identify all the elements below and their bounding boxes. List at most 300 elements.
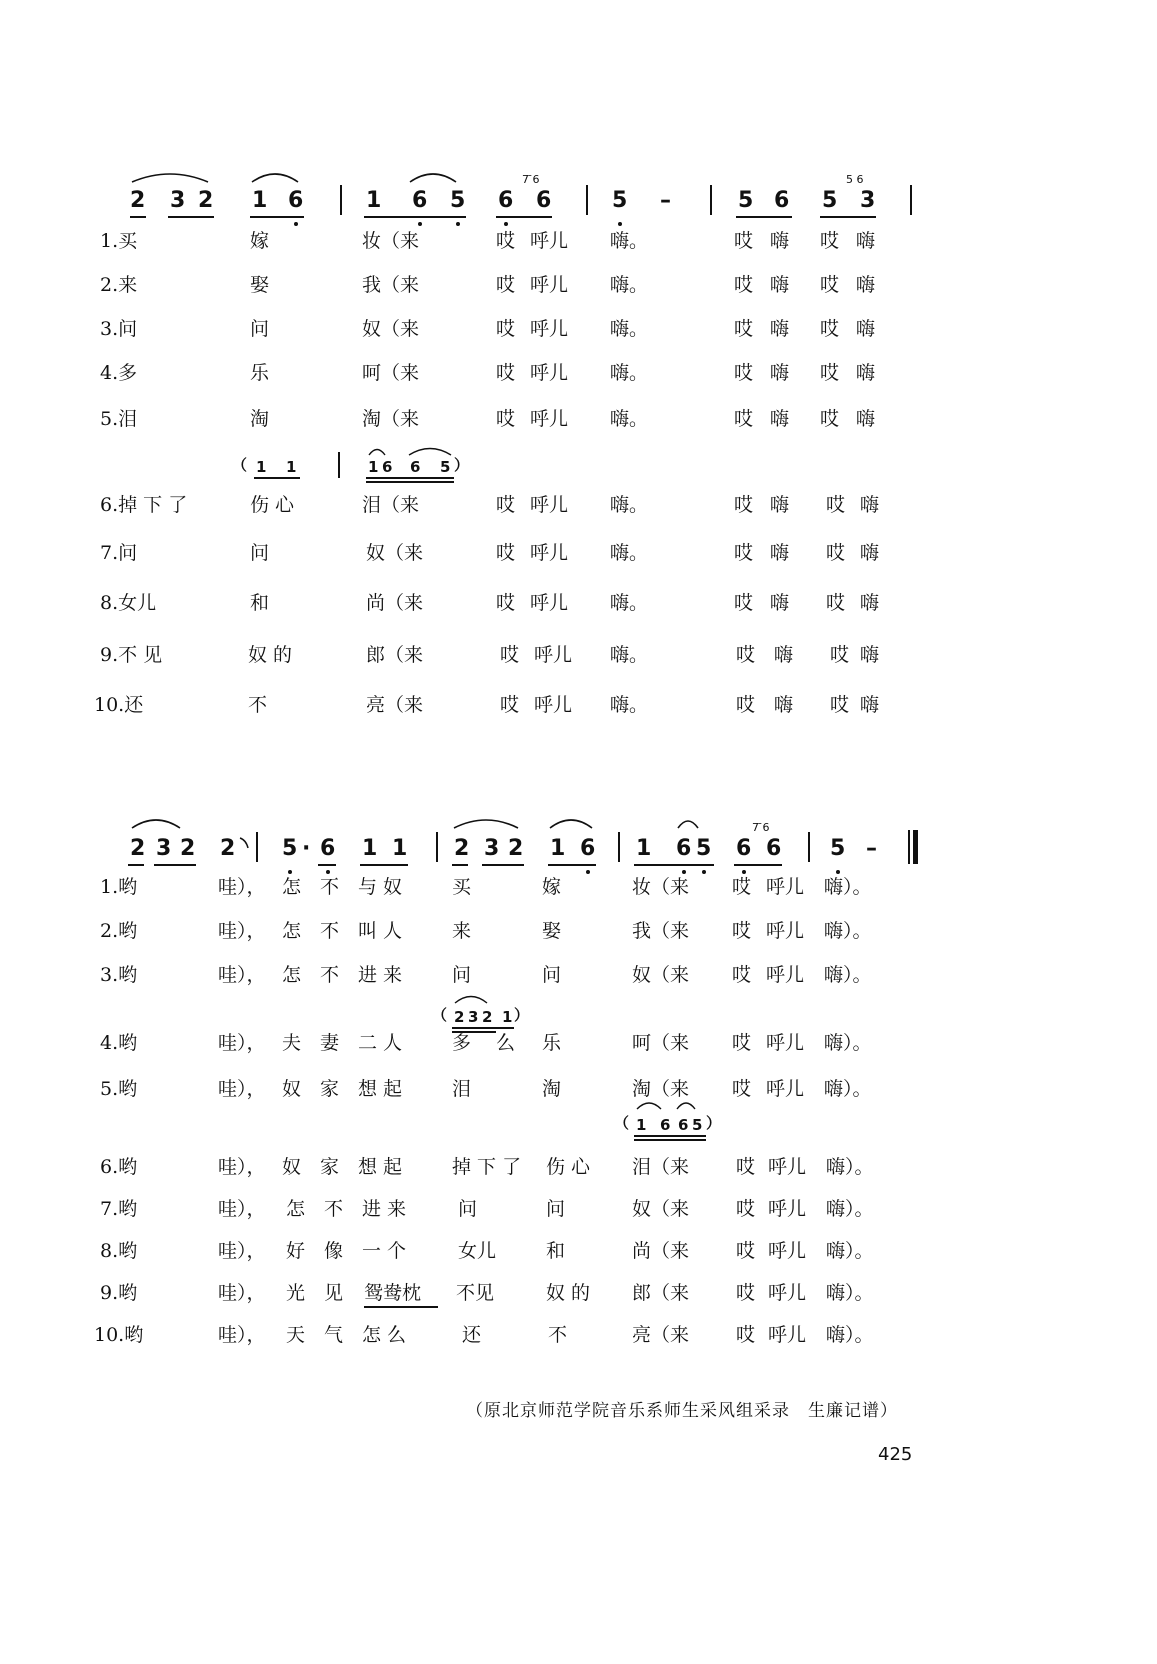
note: 6 — [382, 458, 393, 476]
note: 2 — [482, 1008, 493, 1026]
duration-underline — [634, 1139, 706, 1141]
barline — [436, 832, 438, 862]
lyric: 8.哟 — [100, 1240, 138, 1262]
lyric: 淘（来 — [632, 1078, 690, 1100]
low-octave-dot — [742, 870, 746, 874]
lyric: 嗨）。 — [826, 1198, 874, 1220]
lyric: 呼儿 — [766, 876, 805, 898]
lyric: 哇）， — [218, 1198, 266, 1220]
note: 5 — [822, 188, 838, 213]
lyric: 哎 — [736, 694, 756, 716]
lyric: 嗨 — [856, 362, 876, 384]
lyric: 泪（来 — [362, 494, 420, 516]
slur — [636, 1100, 662, 1110]
lyric: 哎 — [732, 1078, 752, 1100]
lyric: 哎 — [732, 1032, 752, 1054]
lyric: 呼儿 — [768, 1324, 807, 1346]
lyric: 嗨 — [860, 542, 880, 564]
barline — [710, 185, 712, 215]
lyric: 娶 — [250, 274, 270, 296]
low-octave-dot — [456, 222, 460, 226]
lyric: 问 — [452, 964, 472, 986]
duration-underline — [168, 216, 214, 218]
lyric: 哎 — [734, 592, 754, 614]
barline — [256, 832, 258, 862]
note: 6 — [660, 1116, 671, 1134]
lyric: 3.问 — [100, 318, 138, 340]
lyric: 哎 — [820, 230, 840, 252]
lyric: 呼儿 — [768, 1240, 807, 1262]
lyric: 呼儿 — [768, 1282, 807, 1304]
lyric: 泪（来 — [632, 1156, 690, 1178]
lyric: 不 — [320, 964, 340, 986]
lyric: 嗨 — [770, 494, 790, 516]
low-octave-dot — [418, 222, 422, 226]
lyric: 呼儿 — [534, 644, 573, 666]
lyric: 9.不 见 — [100, 644, 163, 666]
lyric: 呼儿 — [766, 920, 805, 942]
lyric: 哎 — [826, 592, 846, 614]
note: 1 — [256, 458, 267, 476]
duration-underline — [364, 216, 466, 218]
lyric: 妆（来 — [362, 230, 420, 252]
lyric: 呼儿 — [534, 694, 573, 716]
lyric: 嗨。 — [610, 318, 649, 340]
note: 3 — [468, 1008, 479, 1026]
lyric: 嗨）。 — [824, 1032, 872, 1054]
lyric: 呵（来 — [632, 1032, 690, 1054]
slur — [130, 170, 210, 184]
lyric: 哎 — [820, 362, 840, 384]
lyric: 不 — [548, 1324, 568, 1346]
note: 1 — [368, 458, 379, 476]
lyric: 哇）， — [218, 1240, 266, 1262]
lyric: 嗨）。 — [826, 1156, 874, 1178]
lyric: 嗨。 — [610, 274, 649, 296]
lyric: 淘（来 — [362, 408, 420, 430]
duration-underline — [154, 864, 196, 866]
note: 5 — [830, 836, 846, 861]
low-octave-dot — [618, 222, 622, 226]
lyric: 嗨 — [774, 644, 794, 666]
lyric: 问 — [542, 964, 562, 986]
note: 6 — [288, 188, 304, 213]
low-octave-dot — [682, 870, 686, 874]
lyric: 哎 — [734, 362, 754, 384]
lyric: 尚（来 — [366, 592, 424, 614]
low-octave-dot — [288, 870, 292, 874]
note: 2 — [508, 836, 524, 861]
lyric: 嗨）。 — [824, 1078, 872, 1100]
lyric: 哎 — [496, 362, 516, 384]
note: 2 — [220, 836, 236, 861]
note: 6 — [536, 188, 552, 213]
duration-underline — [734, 864, 782, 866]
lyric: 呼儿 — [530, 274, 569, 296]
lyric: 呼儿 — [766, 1032, 805, 1054]
lyric: 9.哟 — [100, 1282, 138, 1304]
low-octave-dot — [504, 222, 508, 226]
lyric: 亮（来 — [632, 1324, 690, 1346]
lyric: 嗨）。 — [824, 876, 872, 898]
slur — [408, 446, 452, 456]
dash: – — [866, 836, 877, 861]
note: 3 — [156, 836, 172, 861]
lyric: 哎 — [820, 274, 840, 296]
duration-underline — [360, 864, 408, 866]
note: 5 — [282, 836, 298, 861]
lyric: 奴（来 — [632, 964, 690, 986]
lyric: 哎 — [820, 408, 840, 430]
lyric: 嗨）。 — [826, 1282, 874, 1304]
note: 6 — [676, 836, 692, 861]
lyric: 嗨。 — [610, 230, 649, 252]
lyric: 怎 — [282, 876, 302, 898]
note: 1 — [502, 1008, 513, 1026]
page-number: 425 — [878, 1444, 913, 1465]
low-octave-dot — [836, 870, 840, 874]
lyric: 嗨 — [856, 318, 876, 340]
lyric: 妆（来 — [632, 876, 690, 898]
lyric: 进 来 — [362, 1198, 407, 1220]
note: 5 — [450, 188, 466, 213]
duration-underline — [634, 864, 714, 866]
slur — [454, 994, 488, 1004]
lyric: 郎（来 — [366, 644, 424, 666]
lyric: 哎 — [500, 644, 520, 666]
lyric: 奴 — [282, 1078, 302, 1100]
lyric: 5.泪 — [100, 408, 138, 430]
duration-underline — [318, 864, 336, 866]
lyric: 想 起 — [358, 1156, 403, 1178]
slur — [452, 816, 520, 830]
note: 5 — [692, 1116, 703, 1134]
lyric: 哎 — [496, 274, 516, 296]
lyric: 家 — [320, 1156, 340, 1178]
lyric: 和 — [546, 1240, 566, 1262]
lyric: 像 — [324, 1240, 344, 1262]
lyric: 不 — [320, 920, 340, 942]
note: 1 — [636, 1116, 647, 1134]
duration-underline — [736, 216, 792, 218]
lyric: 哎 — [830, 694, 850, 716]
lyric: 问 — [250, 318, 270, 340]
lyric: 嗨。 — [610, 408, 649, 430]
lyric: 么 — [496, 1032, 516, 1054]
lyric: 嗨）。 — [826, 1240, 874, 1262]
lyric: 哎 — [826, 542, 846, 564]
lyric: 奴 的 — [546, 1282, 591, 1304]
lyric: 哎 — [734, 494, 754, 516]
note: 6 — [412, 188, 428, 213]
paren: （ — [232, 456, 248, 474]
lyric: 郎（来 — [632, 1282, 690, 1304]
lyric: 呼儿 — [530, 408, 569, 430]
lyric: 哎 — [496, 230, 516, 252]
lyric: 10.哟 — [94, 1324, 144, 1346]
duration-underline — [128, 864, 144, 866]
low-octave-dot — [326, 870, 330, 874]
lyric: 2.来 — [100, 274, 138, 296]
lyric: 不 — [248, 694, 268, 716]
lyric: 伤 心 — [250, 494, 295, 516]
lyric: 呼儿 — [766, 964, 805, 986]
duration-underline — [548, 864, 596, 866]
lyric: 嗨 — [770, 318, 790, 340]
note: 1 — [550, 836, 566, 861]
lyric: 想 起 — [358, 1078, 403, 1100]
lyric: 怎 么 — [362, 1324, 407, 1346]
lyric: 进 来 — [358, 964, 403, 986]
lyric: 嗨 — [856, 274, 876, 296]
lyric: 哎 — [736, 644, 756, 666]
duration-underline — [496, 216, 552, 218]
lyric: 不 — [324, 1198, 344, 1220]
lyric: 哇）， — [218, 1282, 266, 1304]
note: 3 — [484, 836, 500, 861]
breath-mark — [238, 836, 250, 850]
lyric: 嗨）。 — [826, 1324, 874, 1346]
lyric: 娶 — [542, 920, 562, 942]
lyric: 哎 — [734, 318, 754, 340]
lyric: 6.哟 — [100, 1156, 138, 1178]
lyric: 嗨。 — [610, 592, 649, 614]
low-octave-dot — [294, 222, 298, 226]
lyric: 家 — [320, 1078, 340, 1100]
barline — [586, 185, 588, 215]
note: 1 — [252, 188, 268, 213]
lyric: 哎 — [496, 494, 516, 516]
lyric: 哇）， — [218, 1032, 266, 1054]
duration-underline — [452, 864, 468, 866]
lyric: 女儿 — [458, 1240, 497, 1262]
lyric: 天 — [286, 1324, 306, 1346]
duration-underline — [130, 216, 146, 218]
lyric: 呼儿 — [530, 362, 569, 384]
lyric: 嗨 — [770, 230, 790, 252]
lyric: 嗨 — [860, 494, 880, 516]
lyric: 哎 — [736, 1240, 756, 1262]
lyric: 来 — [452, 920, 472, 942]
duration-underline — [482, 864, 524, 866]
barline — [338, 452, 340, 478]
note: 3 — [860, 188, 876, 213]
lyric: 哎 — [734, 274, 754, 296]
lyric: 嗨。 — [610, 362, 649, 384]
lyric: 6.掉 下 了 — [100, 494, 188, 516]
slur — [676, 1100, 696, 1110]
duration-underline — [254, 477, 300, 479]
lyric: 呼儿 — [530, 542, 569, 564]
lyric: 哎 — [826, 494, 846, 516]
note: 6 — [766, 836, 782, 861]
paren: ） — [514, 1006, 530, 1024]
lyric: 和 — [250, 592, 270, 614]
lyric: 好 — [286, 1240, 306, 1262]
lyric: 还 — [462, 1324, 482, 1346]
lyric: 怎 — [282, 920, 302, 942]
note: 1 — [636, 836, 652, 861]
lyric: 奴 的 — [248, 644, 293, 666]
lyric: 哎 — [496, 592, 516, 614]
lyric: 奴（来 — [632, 1198, 690, 1220]
source-credit: （原北京师范学院音乐系师生采风组采录 生廉记谱） — [466, 1401, 898, 1421]
duration-underline — [250, 216, 304, 218]
lyric: 嗨 — [860, 694, 880, 716]
lyric: 气 — [324, 1324, 344, 1346]
note: 3 — [170, 188, 186, 213]
lyric: 哇）， — [218, 1324, 266, 1346]
lyric: 嗨 — [856, 230, 876, 252]
grace-note: 7 ̄6 — [522, 173, 540, 186]
lyric: 嗨 — [860, 592, 880, 614]
note: 6 — [678, 1116, 689, 1134]
lyric: 泪 — [452, 1078, 472, 1100]
underline — [364, 1306, 438, 1308]
note: 6 — [736, 836, 752, 861]
slur — [548, 816, 594, 830]
lyric: 二 人 — [358, 1032, 403, 1054]
lyric: 问 — [250, 542, 270, 564]
lyric: 嗨 — [770, 362, 790, 384]
note: 5 — [738, 188, 754, 213]
lyric: 嗨 — [856, 408, 876, 430]
lyric: 哎 — [734, 230, 754, 252]
paren: （ — [614, 1114, 630, 1132]
paren: （ — [432, 1006, 448, 1024]
final-barline-thin — [908, 830, 910, 864]
lyric: 多 — [452, 1032, 472, 1054]
lyric: 哇）， — [218, 964, 266, 986]
lyric: 1.哟 — [100, 876, 138, 898]
lyric: 鸳鸯枕 — [364, 1282, 422, 1304]
final-barline-thick — [913, 830, 918, 864]
lyric: 呼儿 — [766, 1078, 805, 1100]
slur — [130, 816, 182, 830]
slur — [368, 446, 386, 456]
lyric: 5.哟 — [100, 1078, 138, 1100]
lyric: 问 — [546, 1198, 566, 1220]
lyric: 奴（来 — [366, 542, 424, 564]
lyric: 哎 — [736, 1198, 756, 1220]
low-octave-dot — [702, 870, 706, 874]
note: 6 — [498, 188, 514, 213]
lyric: 哎 — [736, 1156, 756, 1178]
lyric: 7.哟 — [100, 1198, 138, 1220]
low-octave-dot — [586, 870, 590, 874]
note: 6 — [774, 188, 790, 213]
note: 6 — [410, 458, 421, 476]
lyric: 不见 — [456, 1282, 495, 1304]
lyric: 尚（来 — [632, 1240, 690, 1262]
lyric: 哎 — [830, 644, 850, 666]
slur — [676, 816, 700, 830]
duration-underline — [366, 481, 454, 483]
lyric: 2.哟 — [100, 920, 138, 942]
lyric: 呼儿 — [530, 318, 569, 340]
lyric: 哎 — [496, 318, 516, 340]
lyric: 我（来 — [632, 920, 690, 942]
paren: ） — [706, 1114, 722, 1132]
lyric: 嗨 — [770, 592, 790, 614]
lyric: 哎 — [734, 542, 754, 564]
note: 6 — [580, 836, 596, 861]
lyric: 哎 — [736, 1324, 756, 1346]
lyric: 10.还 — [94, 694, 144, 716]
lyric: 淘 — [542, 1078, 562, 1100]
lyric: 光 — [286, 1282, 306, 1304]
lyric: 见 — [324, 1282, 344, 1304]
lyric: 掉 下 了 — [452, 1156, 522, 1178]
lyric: 嗨）。 — [824, 920, 872, 942]
note: 5 — [612, 188, 628, 213]
lyric: 嗨。 — [610, 494, 649, 516]
note: 5 — [696, 836, 712, 861]
lyric: 呼儿 — [768, 1156, 807, 1178]
lyric: 呼儿 — [530, 494, 569, 516]
lyric: 嗨 — [770, 408, 790, 430]
barline — [808, 832, 810, 862]
note: 6 — [320, 836, 336, 861]
lyric: 4.多 — [100, 362, 138, 384]
lyric: 我（来 — [362, 274, 420, 296]
lyric: 呼儿 — [530, 230, 569, 252]
lyric: 嗨。 — [610, 694, 649, 716]
lyric: 与 奴 — [358, 876, 403, 898]
lyric: 不 — [320, 876, 340, 898]
note: 2 — [130, 836, 146, 861]
lyric: 奴（来 — [362, 318, 420, 340]
barline — [618, 832, 620, 862]
barline — [910, 185, 912, 215]
dot-aug: · — [302, 836, 311, 861]
lyric: 哎 — [732, 920, 752, 942]
note: 1 — [362, 836, 378, 861]
lyric: 嫁 — [542, 876, 562, 898]
lyric: 一 个 — [362, 1240, 407, 1262]
note: 2 — [198, 188, 214, 213]
lyric: 呵（来 — [362, 362, 420, 384]
lyric: 哎 — [734, 408, 754, 430]
duration-underline — [452, 1027, 514, 1029]
lyric: 嗨 — [770, 542, 790, 564]
lyric: 奴 — [282, 1156, 302, 1178]
lyric: 哎 — [732, 876, 752, 898]
lyric: 亮（来 — [366, 694, 424, 716]
lyric: 怎 — [286, 1198, 306, 1220]
lyric: 问 — [458, 1198, 478, 1220]
note: 2 — [180, 836, 196, 861]
dash: – — [660, 188, 671, 213]
duration-underline — [366, 477, 454, 479]
lyric: 嗨）。 — [824, 964, 872, 986]
lyric: 3.哟 — [100, 964, 138, 986]
lyric: 哎 — [820, 318, 840, 340]
slur — [250, 170, 300, 184]
lyric: 嗨 — [860, 644, 880, 666]
duration-underline — [634, 1135, 706, 1137]
lyric: 淘 — [250, 408, 270, 430]
barline — [340, 185, 342, 215]
note: 5 — [440, 458, 451, 476]
note: 1 — [286, 458, 297, 476]
lyric: 哎 — [496, 408, 516, 430]
lyric: 乐 — [250, 362, 270, 384]
lyric: 嗨 — [774, 694, 794, 716]
lyric: 买 — [452, 876, 472, 898]
note: 2 — [454, 1008, 465, 1026]
grace-note: 7 ̄6 — [752, 821, 770, 834]
